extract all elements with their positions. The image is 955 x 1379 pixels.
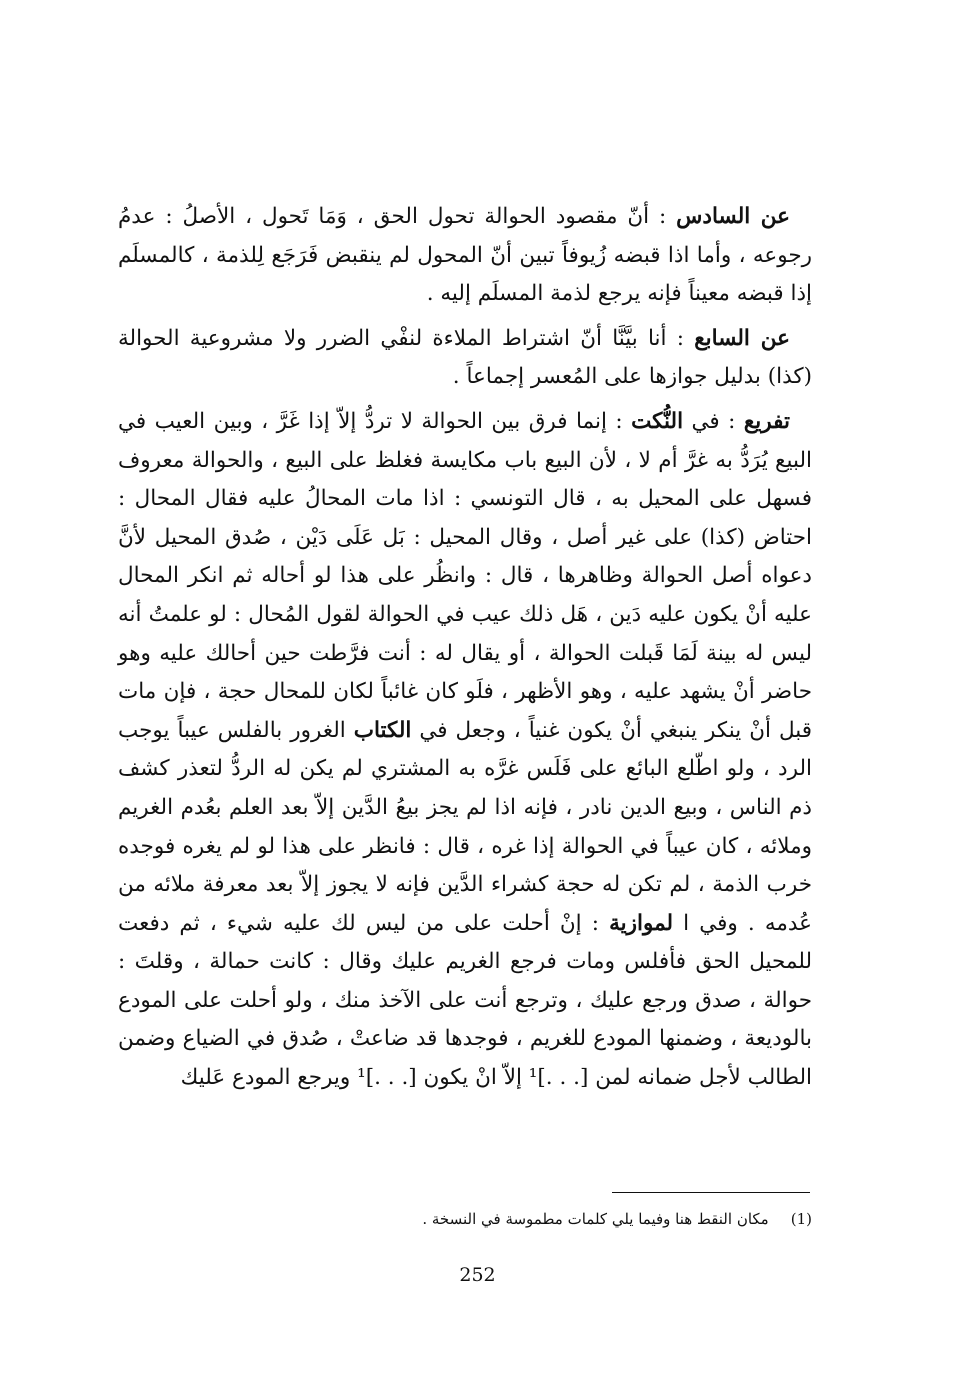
paragraph-tafri — [118, 403, 812, 1098]
paragraph-lead: عن السابع — [694, 325, 790, 351]
footnote-number: (1) — [790, 1210, 812, 1228]
paragraph-lead: عن السادس — [676, 204, 790, 229]
page-number: 252 — [459, 1264, 496, 1286]
paragraph-sixth — [118, 198, 812, 314]
paragraph-body: : إنْ أحلت على من ليس لك عليه شيء ، ثم دفعت للمحيل الحق فأفلس ومات فرجع الغريم عليك وقال : كانت حمالة ، وقلتَ : حوالة ، صدق ورجع عليك ، وترجع أنت على الآخذ منك ، ولو أحلت على المودع بالوديعة ، وضمنها المودع للغريم ، فوجدها قد ضاعتْ ، صُدق في الضياع وضمن الطالب لأجل ضمانه لمن [. . .]¹ إلاّ انْ يكون [. . .]¹ ويرجع المودع عَليك — [118, 910, 812, 1091]
emphasis-kitab: الكتاب — [353, 717, 412, 743]
footnote-divider — [612, 1192, 810, 1193]
paragraph-body: : في — [683, 408, 744, 434]
paragraph-seventh — [118, 320, 812, 397]
main-text — [118, 198, 812, 1104]
paragraph-body: : أنّ مقصود الحوالة تحول الحق ، وَمَا تَحول ، الأصلُ : عدمُ رجوعه ، وأما اذا قبضه زُيوفاً تبين أنّ المحول لم ينقبض فَرَجَع لِلذمة ، كالمسلَم إذا قبضه معيناً فإنه يرجع لذمة المسلَم إليه . — [118, 204, 812, 307]
paragraph-lead: تفريع — [743, 408, 790, 434]
paragraph-body: الغرور بالفلس عيباً يوجب الرد ، ولو اطّلع البائع على فَلَس غرَّه به المشتري لم يكن له الردُّ لتعذر كشف ذم الناس ، وبيع الدين نادر ، فإنه اذا لم يجز بيعُ الدَّين إلاّ بعد العلم بعُدم الغريم وملائه ، كان عيباً في الحوالة إذا غره ، قال : فانظر على هذا لو لم يغره فوجده خرب الذمة ، لم تكن له حجة كشراء الدَّين فإنه لا يجوز إلاّ بعد معرفة ملائه من عُدمه . وفي ا — [118, 717, 812, 936]
paragraph-body: : أنا بيَّنَّا أنّ اشتراط الملاءة لنفْي الضرر ولا مشروعية الحوالة (كذا) بدليل جوازها على المُعسر إجماعاً . — [118, 325, 812, 390]
paragraph-body: : إنما فرق بين الحوالة لا تردُّ إلاّ إذا غَرَّ ، وبين العيب في البيع يُرَدُّ به غرَّ أم لا ، لأن البيع باب مكايسة فغلظ على البيع ، والحوالة معروف فسهل على المحيل به ، قال التونسي : اذا مات المحالُ عليه فقال المحال : احتاض (كذا) على غير أصل ، وقال المحيل : بَل عَلَى دَيْن ، صُدق المحيل لأنَّ دعواه أصل الحوالة وظاهرها ، قال : وانظُر على هذا لو أحاله ثم انكر المحال عليه أنْ يكون عليه دَين ، هَل ذلك عيب في الحوالة لقول المُحال : لو علمتُ أنه ليس له بينة لَمَا قَبلت الحوالة ، أو يقال له : أنت فرَّطت حين أحالك عليه وهو حاضر أنْ يشهد عليه ، وهو الأظهر ، فلَو كان غائباً لكان للمحال حجة ، فإن مات قبل أنْ ينكر ينبغي أنْ يكون غنياً ، وجعل في — [118, 408, 812, 743]
footnote — [300, 1208, 812, 1230]
footnote-text: مكان النقط هنا وفيما يلي كلمات مطموسة في النسخة . — [422, 1210, 769, 1228]
emphasis-muwaziya: لموازية — [609, 910, 674, 936]
emphasis-nukat: النُّكت — [631, 408, 684, 434]
